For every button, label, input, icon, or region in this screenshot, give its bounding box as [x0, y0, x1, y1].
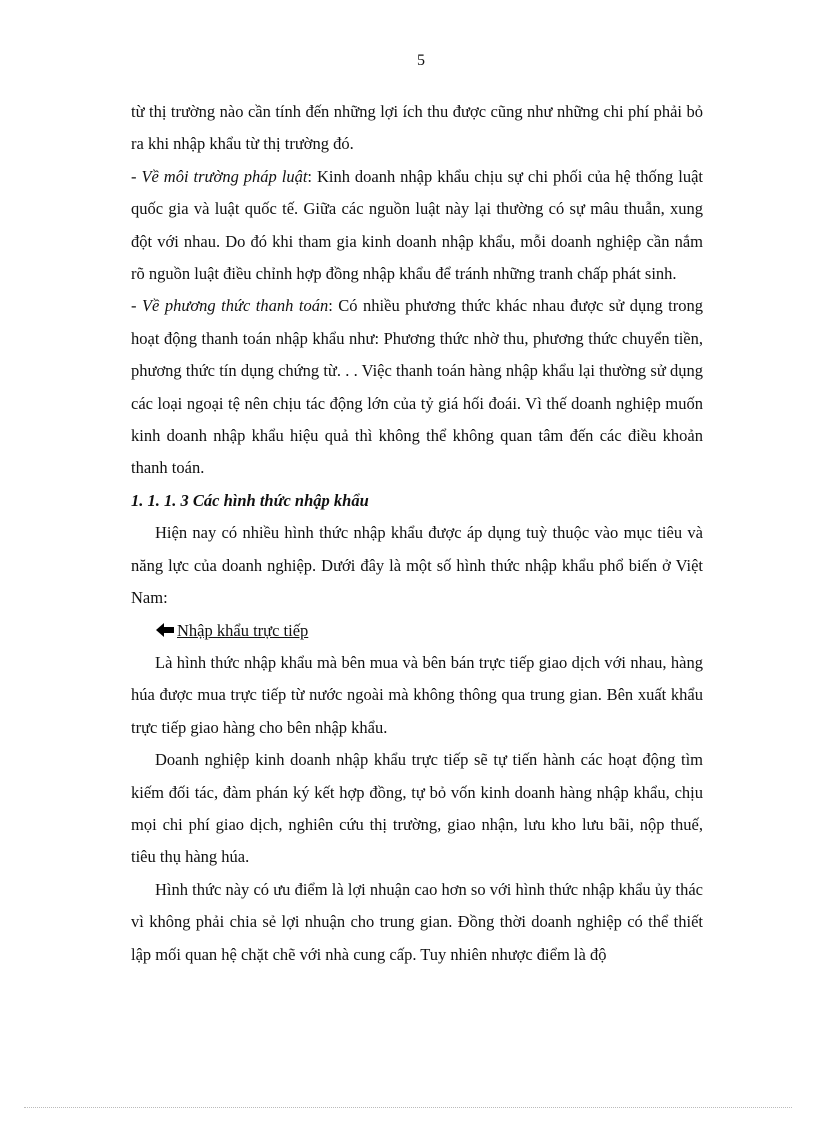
paragraph: từ thị trường nào cần tính đến những lợi ích thu được cũng như những chi phí phải bỏ ra khi nhập khẩu từ thị trường đó.	[131, 102, 703, 154]
paragraph: Hiện nay có nhiều hình thức nhập khẩu được áp dụng tuỳ thuộc vào mục tiêu và năng lực của doanh nghiệp. Dưới đây là một số hình thức nhập khẩu phổ biến ở Việt Nam:	[131, 523, 703, 608]
document-body	[131, 96, 703, 971]
paragraph: Là hình thức nhập khẩu mà bên mua và bên bán trực tiếp giao dịch với nhau, hàng húa được mua trực tiếp từ nước ngoài mà không thông qua trung gian. Bên xuất khẩu trực tiếp giao hàng cho bên nhập khẩu.	[131, 652, 703, 737]
page-bottom-border	[24, 1107, 792, 1108]
paragraph: Doanh nghiệp kinh doanh nhập khẩu trực tiếp sẽ tự tiến hành các hoạt động tìm kiếm đối tác, đàm phán ký kết hợp đồng, tự bỏ vốn kinh doanh hàng nhập khẩu, chịu mọi chi phí giao dịch, nghiên cứu thị trường, giao nhận, lưu kho lưu bãi, nộp thuế, tiêu thụ hàng húa.	[131, 750, 703, 867]
paragraph: Hình thức này có ưu điểm là lợi nhuận cao hơn so với hình thức nhập khẩu ủy thác vì không phải chia sẻ lợi nhuận cho trung gian. Đồng thời doanh nghiệp có thể thiết lập mối quan hệ chặt chẽ với nhà cung cấp. Tuy nhiên nhược điểm là độ	[131, 879, 703, 964]
paragraph-text: : Kinh doanh nhập khẩu chịu sự chi phối của hệ thống luật quốc gia và luật quốc tế. Giữa các nguồn luật này lại thường có sự mâu thuẫn, xung đột với nhau. Do đó khi tham gia kinh doanh nhập khẩu, mỗi doanh nghiệp cần nắm rõ nguồn luật điều chỉnh hợp đồng nhập khẩu để tránh những tranh chấp phát sinh.	[131, 166, 703, 284]
bullet-item	[131, 615, 703, 647]
page-number: 5	[417, 52, 425, 69]
bullet-label: Nhập khẩu trực tiếp	[177, 620, 309, 640]
inline-label: - Về phương thức thanh toán	[131, 296, 329, 316]
paragraph	[131, 161, 703, 291]
section-heading: 1. 1. 1. 3 Các hình thức nhập khẩu	[131, 490, 369, 510]
left-arrow-icon	[155, 622, 175, 638]
inline-label: - Về môi trường pháp luật	[131, 166, 308, 186]
paragraph	[131, 290, 703, 484]
paragraph-text: : Có nhiều phương thức khác nhau được sử dụng trong hoạt động thanh toán nhập khẩu như: Phương thức nhờ thu, phương thức chuyển tiền, phương thức tín dụng chứng từ. . . Việc thanh toán hàng nhập khẩu lại thường sử dụng các loại ngoại tệ nên chịu tác động lớn của tỷ giá hối đoái. Vì thế doanh nghiệp muốn kinh doanh nhập khẩu hiệu quả thì không thể không quan tâm đến các điều khoản thanh toán.	[131, 296, 704, 478]
